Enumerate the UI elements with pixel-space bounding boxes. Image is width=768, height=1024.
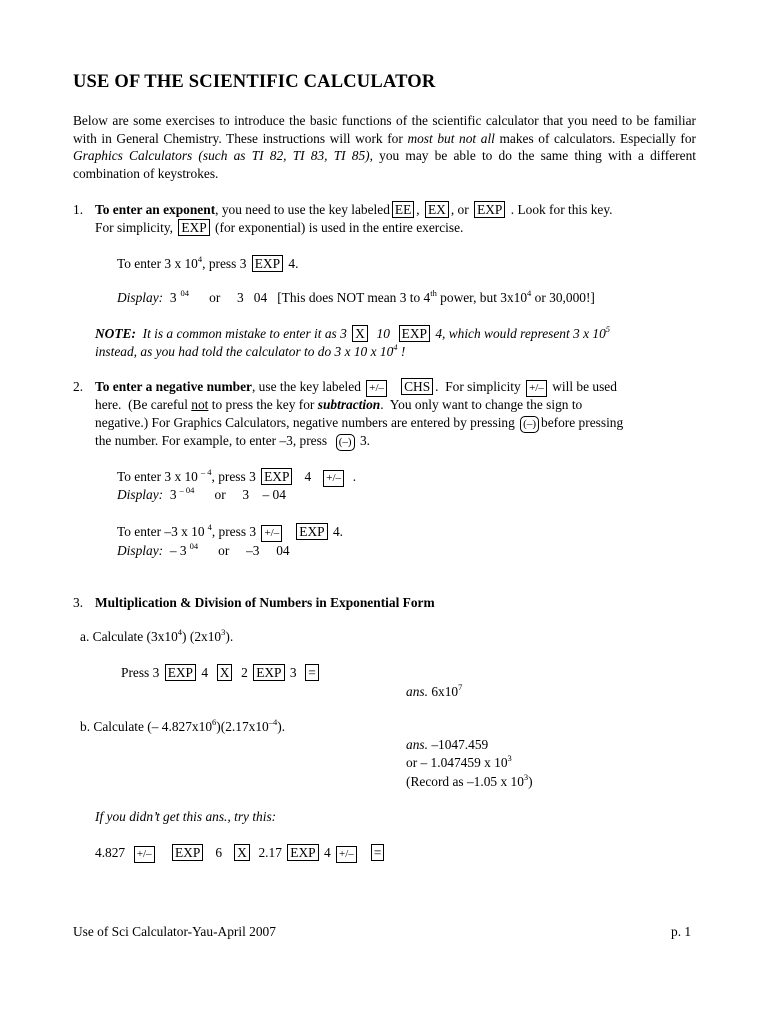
sequence-text: 2.17 <box>258 845 282 860</box>
display-value: 3 <box>169 487 177 502</box>
plus-minus-key: +/– <box>526 380 547 397</box>
plus-minus-key: +/– <box>261 525 282 542</box>
note-label: NOTE: <box>95 326 136 341</box>
section-1-number: 1. <box>73 202 84 217</box>
sequence-text: 6 <box>215 845 223 860</box>
equals-key: = <box>371 844 385 861</box>
s1-text: (for exponential) is used in the entire exercise. <box>215 220 464 235</box>
display-label: Display: <box>117 290 164 305</box>
plus-minus-key: +/– <box>336 846 357 863</box>
display-note: or 30,000!] <box>531 290 595 305</box>
exp-key: EXP <box>287 844 318 861</box>
s3-b-answer <box>406 736 488 753</box>
note-text: It is a common mistake to enter it as 3 <box>135 326 347 341</box>
section-2-line-4 <box>95 432 370 451</box>
s3-b-text: )(2.17x10 <box>216 719 269 734</box>
s2-underline: not <box>191 397 209 412</box>
s2-example-text: To enter 3 x 10 <box>117 469 198 484</box>
note-text: ! <box>397 344 406 359</box>
ex-key: EX <box>425 201 449 218</box>
display-note: [This does NOT mean 3 to 4 <box>277 290 431 305</box>
plus-minus-key: +/– <box>323 470 344 487</box>
section-1-line-1 <box>95 201 613 218</box>
multiply-key: X <box>234 844 250 861</box>
plus-minus-key: +/– <box>134 846 155 863</box>
exp-key: EXP <box>253 664 284 681</box>
s1-display <box>117 289 595 308</box>
s1-example-text: To enter 3 x 10 <box>117 256 198 271</box>
note-text: instead, as you had told the calculator to do 3 x 10 x 10 <box>95 344 394 359</box>
section-2-heading: To enter a negative number <box>95 379 252 394</box>
display-or: or <box>214 487 226 502</box>
multiply-key: X <box>217 664 233 681</box>
intro-text-1: Below are some exercises to introduce the basic functions of the scientific calculator that you need to be familiar with in General Chemistry. These instructions will work for <box>73 113 696 146</box>
equals-key: = <box>305 664 319 681</box>
negative-key: (–) <box>520 416 539 433</box>
display-value: –3 04 <box>246 543 290 558</box>
answer-value: or – 1.047459 x 10 <box>406 755 508 770</box>
s2-example-text: To enter –3 x 10 <box>117 524 205 539</box>
display-label: Display: <box>117 543 164 558</box>
exp-key: EXP <box>399 325 430 342</box>
display-value: 3 04 <box>237 290 268 305</box>
s3-try-this: If you didn’t get this ans., try this: <box>95 809 277 824</box>
answer-label: ans. <box>406 737 428 752</box>
section-1-heading: To enter an exponent <box>95 202 216 217</box>
section-2-line-2 <box>95 396 582 413</box>
footer-left: Use of Sci Calculator-Yau-April 2007 <box>73 924 276 939</box>
superscript: – 4 <box>200 467 212 477</box>
intro-text-3: , you may be able to do the same thing with a different combination of keystrokes. <box>73 148 696 181</box>
superscript: 6 <box>212 717 217 727</box>
answer-value: –1047.459 <box>431 737 489 752</box>
s2-example-text: , press 3 <box>211 524 257 539</box>
multiply-key: X <box>352 325 368 342</box>
superscript: 3 <box>507 753 512 763</box>
exp-key: EXP <box>252 255 283 272</box>
section-2-line-1: To enter a negative number, use the key labeled +/– CHS . For simplicity +/– will be used <box>95 378 617 397</box>
s3-part-a <box>80 628 233 647</box>
superscript: 4 <box>207 522 212 532</box>
s2-text: . You only want to change the sign to <box>380 397 583 412</box>
display-or: or <box>209 290 221 305</box>
sequence-text: 4.827 <box>95 845 126 860</box>
intro-text-2: makes of calculators. Especially for <box>494 130 696 146</box>
footer-page-number: p. 1 <box>671 924 692 939</box>
s2-example-text: 4 <box>304 469 312 484</box>
s3-a-text: a. Calculate (3x10 <box>80 629 178 644</box>
s3-b-text: ). <box>277 719 286 734</box>
s2-text: 3. <box>359 433 370 448</box>
superscript: 4 <box>393 342 398 352</box>
s2-example-text: . <box>352 469 357 484</box>
superscript: 04 <box>189 541 199 551</box>
s3-a-text: ) (2x10 <box>182 629 222 644</box>
chs-key: CHS <box>401 378 433 395</box>
s2-text: negative.) For Graphics Calculators, negative numbers are entered by pressing <box>95 415 515 430</box>
s2-display-1 <box>117 486 286 505</box>
s2-text: , use the key labeled <box>251 379 361 394</box>
ee-key: EE <box>392 201 414 218</box>
press-text: 2 <box>241 665 248 680</box>
exp-key: EXP <box>172 844 203 861</box>
note-text: 4, which would represent 3 x 10 <box>435 326 606 341</box>
s3-b-text: b. Calculate (– 4.827x10 <box>80 719 213 734</box>
s1-text: For simplicity, <box>95 220 173 235</box>
superscript: – 04 <box>179 485 195 495</box>
s1-text: . Look for this key. <box>510 202 613 217</box>
display-note: power, but 3x10 <box>436 290 528 305</box>
s2-text: will be used <box>552 379 617 394</box>
superscript: 7 <box>458 682 463 692</box>
press-text: Press 3 <box>121 665 160 680</box>
section-3-heading: Multiplication & Division of Numbers in Exponential Form <box>95 595 435 610</box>
s2-text: before pressing <box>541 415 624 430</box>
answer-value: 6x10 <box>431 684 459 699</box>
s2-example-2 <box>117 523 343 542</box>
s3-part-b <box>80 718 285 737</box>
s2-example-text: , press 3 <box>211 469 256 484</box>
section-3-number: 3. <box>73 595 84 610</box>
s2-emphasis: subtraction <box>317 397 381 412</box>
press-text: 3 <box>289 665 297 680</box>
s3-key-sequence <box>95 844 386 863</box>
display-value: 3 – 04 <box>242 487 286 502</box>
superscript: th <box>430 288 437 298</box>
intro-emphasis-2: Graphics Calculators (such as TI 82, TI 83, TI 85) <box>73 148 370 164</box>
s1-example-text: 4. <box>288 256 299 271</box>
section-2-number: 2. <box>73 379 84 394</box>
s2-example-1 <box>117 468 356 487</box>
answer-value: ) <box>528 774 533 789</box>
intro-paragraph <box>73 112 696 182</box>
superscript: 4 <box>177 627 183 637</box>
s1-text: , <box>416 202 420 217</box>
superscript: 4 <box>197 254 203 264</box>
section-1-line-2 <box>95 219 463 236</box>
s2-text: here. (Be careful <box>95 397 192 412</box>
s1-text: , or <box>450 202 469 217</box>
s1-text: , you need to use the key labeled <box>215 202 390 217</box>
exp-key: EXP <box>261 468 292 485</box>
intro-emphasis-1: most but not all <box>407 130 495 146</box>
superscript: –4 <box>268 717 278 727</box>
superscript: 3 <box>523 772 529 782</box>
display-value: – 3 <box>169 543 187 558</box>
s1-note-line-2 <box>95 343 405 362</box>
display-or: or <box>218 543 230 558</box>
exp-key: EXP <box>178 219 209 236</box>
sequence-text: 4 <box>323 845 331 860</box>
note-text: 10 <box>376 326 390 341</box>
s3-b-answer-alt <box>406 754 512 773</box>
answer-label: ans. <box>406 684 428 699</box>
s1-note-line-1 <box>95 325 610 344</box>
s2-text: to press the key for <box>208 397 318 412</box>
exp-key: EXP <box>474 201 505 218</box>
section-2-line-3 <box>95 414 623 433</box>
s3-a-answer <box>406 683 462 702</box>
s3-b-record <box>406 773 533 792</box>
superscript: 5 <box>605 324 611 334</box>
exp-key: EXP <box>296 523 327 540</box>
plus-minus-key: +/– <box>366 380 387 397</box>
display-label: Display: <box>117 487 164 502</box>
negative-key: (–) <box>336 434 355 451</box>
s2-text: the number. For example, to enter –3, press <box>95 433 328 448</box>
display-value: 3 <box>169 290 177 305</box>
s3-part-a-press <box>121 664 321 681</box>
press-text: 4 <box>201 665 209 680</box>
superscript: 04 <box>180 288 190 298</box>
s3-a-text: ). <box>225 629 234 644</box>
superscript: 3 <box>221 627 226 637</box>
s1-example <box>117 255 298 274</box>
answer-value: (Record as –1.05 x 10 <box>406 774 524 789</box>
page-title: USE OF THE SCIENTIFIC CALCULATOR <box>73 72 436 92</box>
s2-display-2 <box>117 542 290 561</box>
s1-example-text: , press 3 <box>202 256 247 271</box>
superscript: 4 <box>527 288 532 298</box>
exp-key: EXP <box>165 664 196 681</box>
s2-text: For simplicity <box>445 379 521 394</box>
s2-example-text: 4. <box>332 524 343 539</box>
